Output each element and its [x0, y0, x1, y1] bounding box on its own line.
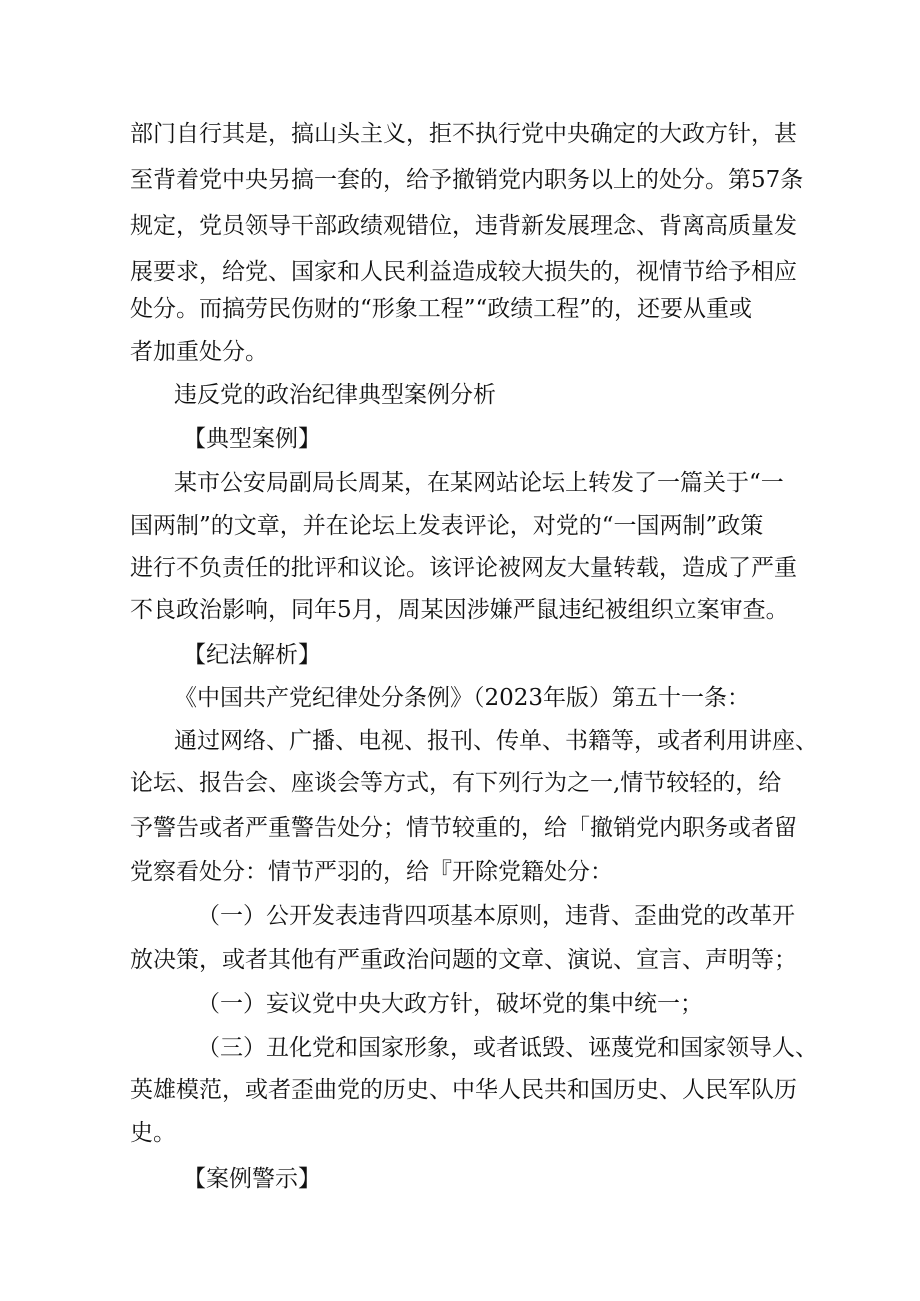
heading-analysis: 【纪法解析】: [183, 642, 321, 668]
paragraph1-line: 规定，党员领导干部政绩观错位，违背新发展理念、背离高质量发: [130, 213, 797, 239]
item1-line: （一）公开发表违背四项基本原则，违背、歪曲党的改革开: [197, 903, 795, 929]
item3-line: （三）丑化党和国家形象，或者诋毁、诬蔑党和国家领导人、: [197, 1035, 818, 1061]
paragraph1-line: 者加重处分。: [130, 339, 268, 365]
case-paragraph-line: 某市公安局副局长周某，在某网站论坛上转发了一篇关于“一: [174, 470, 784, 496]
case-paragraph-line: 进行不负责任的批评和议论。该评论被网友大量转载，造成了严重: [130, 555, 797, 581]
paragraph1-line: 部门自行其是，搞山头主义，拒不执行党中央确定的大政方针，甚: [130, 121, 797, 147]
rule-paragraph-line: 予警告或者严重警告处分；情节较重的，给「撤销党内职务或者留: [130, 815, 797, 841]
rule-paragraph-line: 论坛、报告会、座谈会等方式，有下列行为之一,情节较轻的，给: [130, 770, 782, 796]
item3-line: 史。: [130, 1120, 176, 1146]
section-title: 违反党的政治纪律典型案例分析: [174, 382, 496, 408]
paragraph1-line: 至背着党中央另搞一套的，给予撤销党内职务以上的处分。第57条: [130, 167, 804, 193]
heading-typical-case: 【典型案例】: [183, 426, 321, 452]
rule-paragraph-line: 通过网络、广播、电视、报刊、传单、书籍等，或者利用讲座、: [174, 728, 818, 754]
item2-line: （一）妄议党中央大政方针，破坏党的集中统一；: [197, 991, 703, 1017]
case-paragraph-line: 不良政治影响，同年5月，周某因涉嫌严鼠违纪被组织立案审查。: [130, 597, 789, 623]
rule-paragraph-line: 党察看处分：情节严羽的，给『开除党籍处分：: [130, 859, 613, 885]
regulation-reference: 《中国共产党纪律处分条例》（2023年版）第五十一条：: [174, 685, 751, 711]
paragraph1-line: 处分。而搞劳民伤财的“形象工程”“政绩工程”的，还要从重或: [130, 296, 753, 322]
item1-line: 放决策，或者其他有严重政治问题的文章、演说、宣言、声明等；: [130, 947, 797, 973]
heading-case-warning: 【案例警示】: [183, 1166, 321, 1192]
item3-line: 英雄模范，或者歪曲党的历史、中华人民共和国历史、人民军队历: [130, 1077, 797, 1103]
paragraph1-line: 展要求，给党、国家和人民利益造成较大损失的，视情节给予相应: [130, 259, 797, 285]
case-paragraph-line: 国两制”的文章，并在论坛上发表评论，对党的“一国两制”政策: [130, 513, 764, 539]
